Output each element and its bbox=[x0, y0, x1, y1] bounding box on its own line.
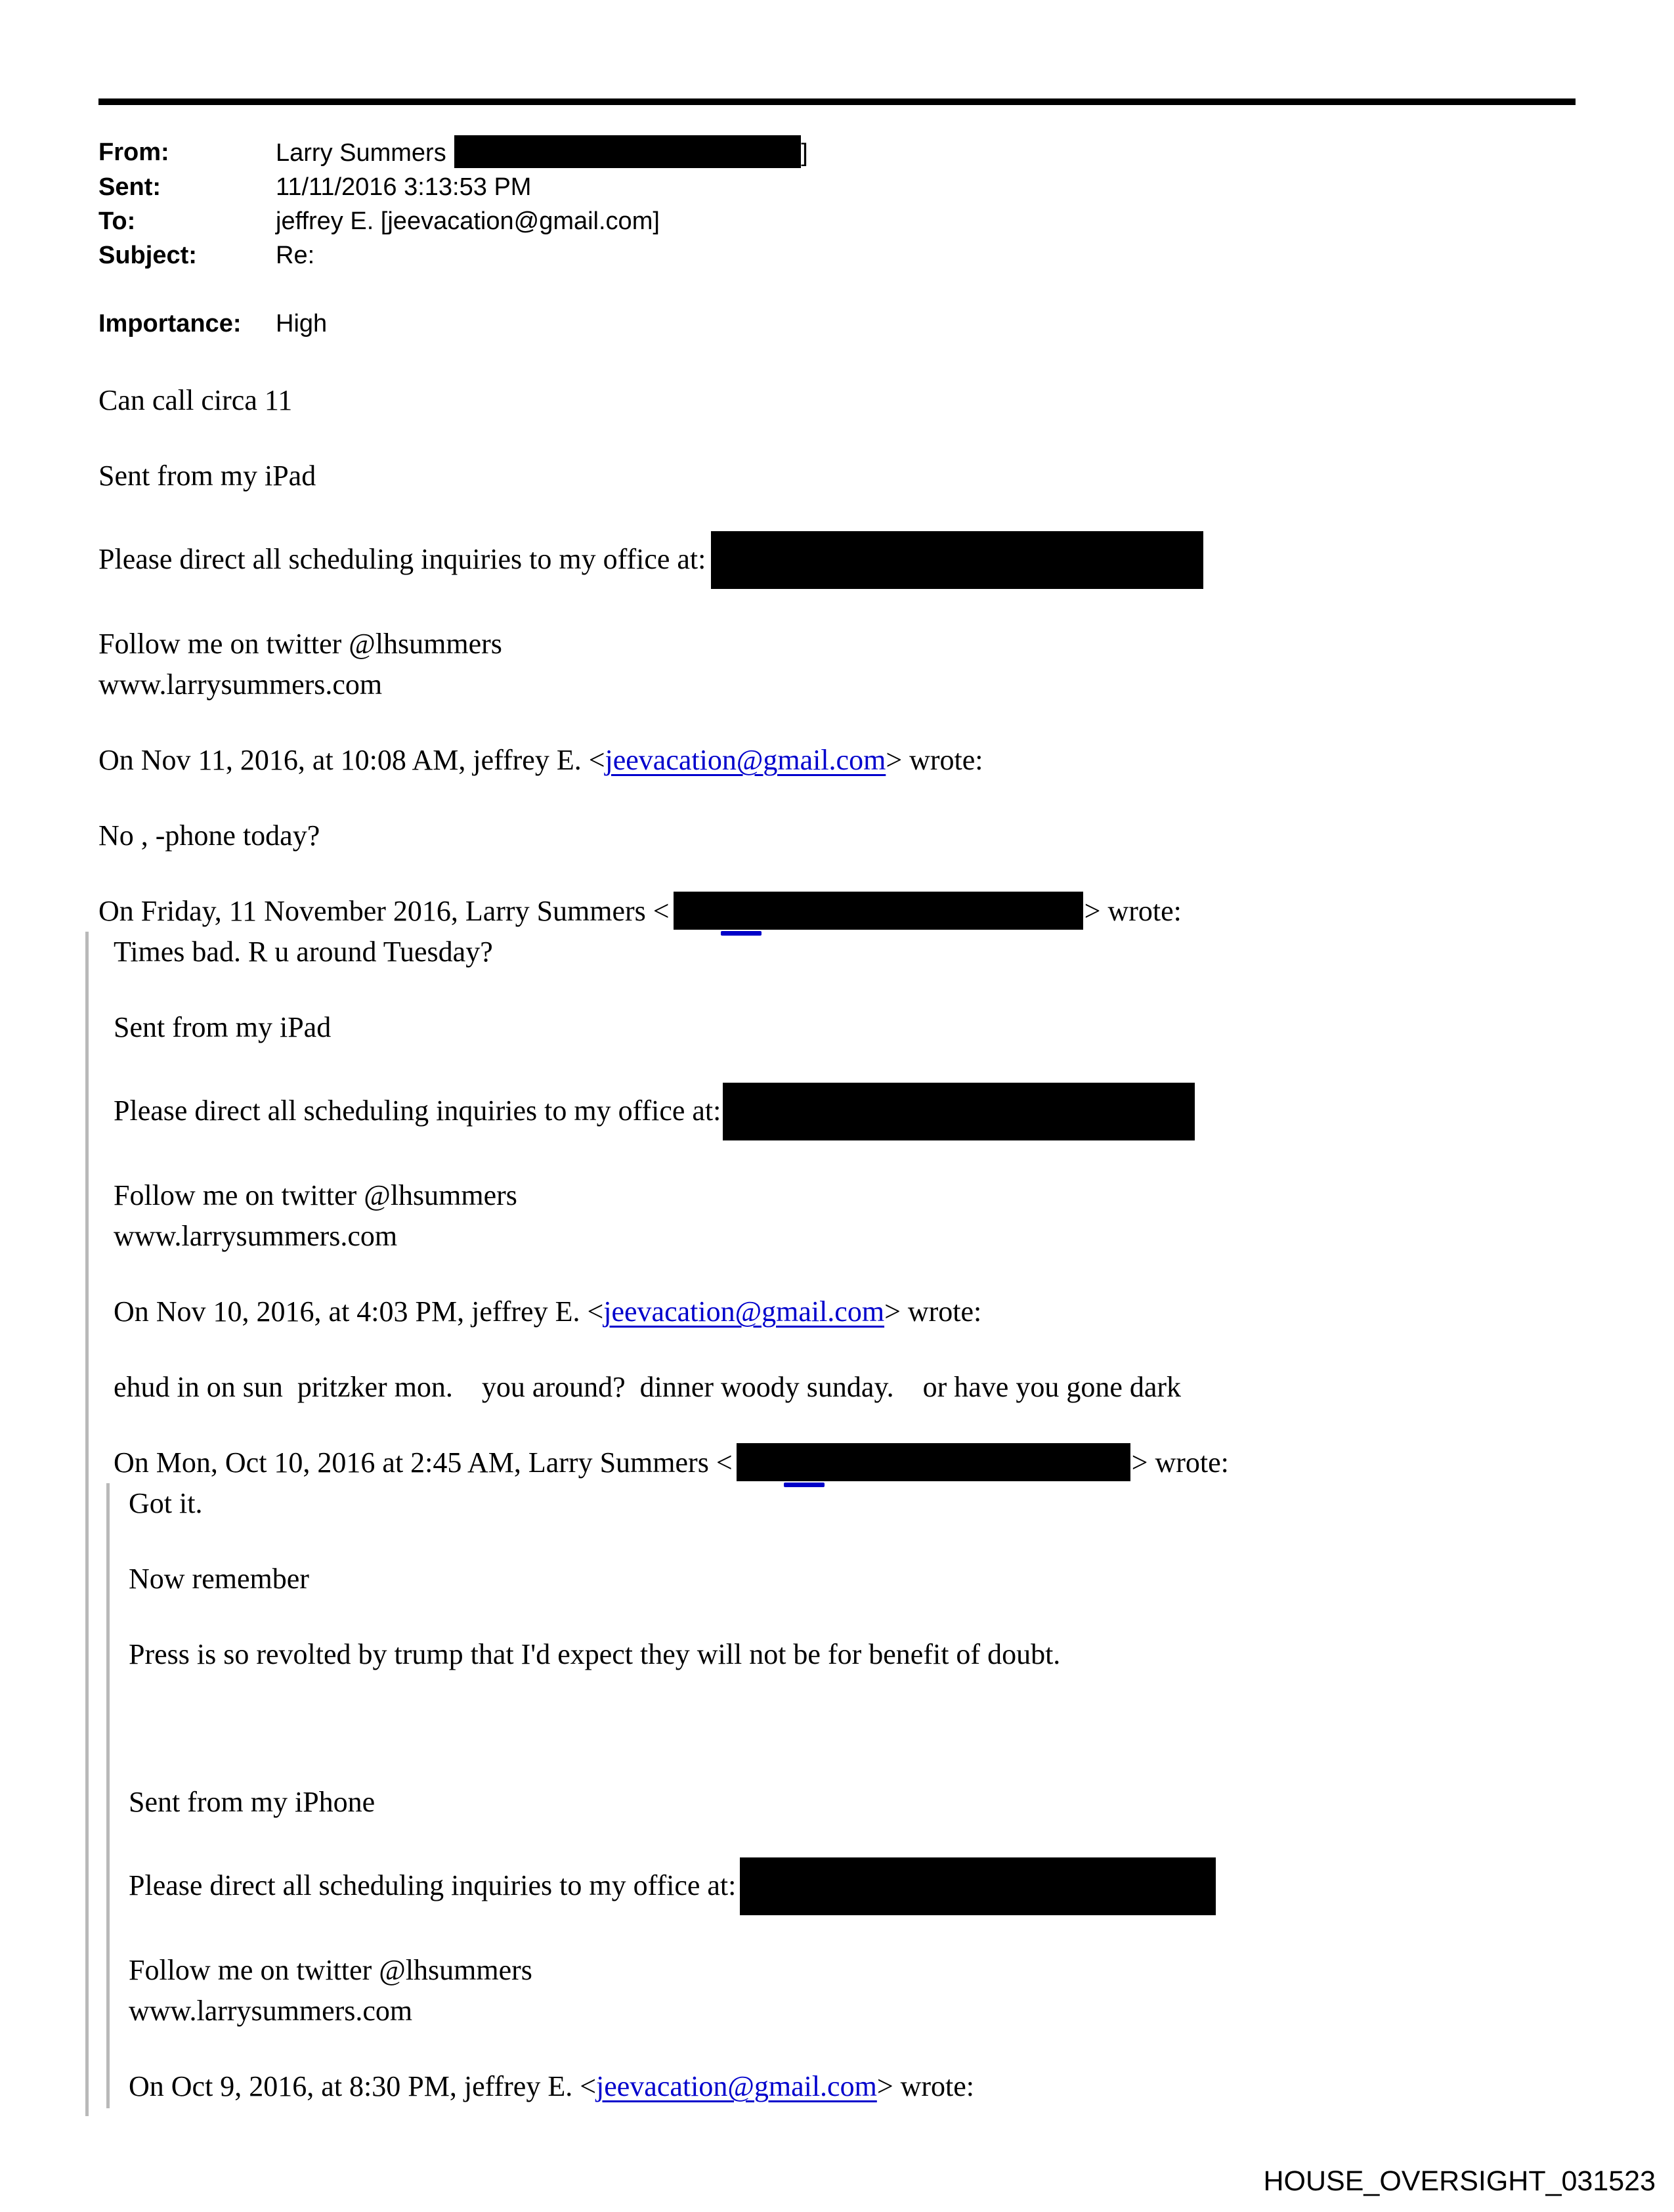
redaction-box-office-contact-3 bbox=[740, 1857, 1216, 1915]
bates-number: HOUSE_OVERSIGHT_031523 bbox=[1263, 2165, 1656, 2197]
signature-social-block-2 bbox=[114, 1175, 1576, 1257]
redaction-box-office-contact bbox=[711, 531, 1203, 589]
signature-twitter-3: Follow me on twitter @lhsummers bbox=[129, 1954, 532, 1986]
signature-scheduling-line bbox=[98, 531, 1576, 589]
top-rule bbox=[98, 98, 1576, 105]
quoted-message-level-1 bbox=[85, 932, 1576, 2116]
message-now-remember: Now remember bbox=[129, 1563, 309, 1595]
signature-website: www.larrysummers.com bbox=[98, 668, 383, 701]
quote-header-nov11 bbox=[98, 740, 1576, 781]
quote-header-oct9 bbox=[129, 2066, 1576, 2107]
importance-label: Importance: bbox=[98, 310, 242, 337]
quote-header-oct9-suffix: > wrote: bbox=[876, 2070, 975, 2102]
signature-sent-from-ipad: Sent from my iPad bbox=[98, 460, 316, 492]
header-row-from bbox=[98, 135, 1576, 170]
quote-header-friday bbox=[98, 891, 1576, 932]
header-row-importance bbox=[98, 307, 1576, 341]
email-body bbox=[98, 380, 1576, 2116]
signature-scheduling-line-3 bbox=[129, 1857, 1576, 1915]
redaction-box-from-address bbox=[454, 135, 801, 168]
email-link-oct9[interactable]: jeevacation@gmail.com bbox=[596, 2070, 877, 2102]
signature-social-block bbox=[98, 624, 1576, 705]
message-times-bad: Times bad. R u around Tuesday? bbox=[114, 936, 493, 968]
signature-sent-from-ipad-2: Sent from my iPad bbox=[114, 1011, 332, 1043]
redaction-box-summers-email-1 bbox=[674, 892, 1083, 930]
message-got-it: Got it. bbox=[129, 1487, 203, 1519]
signature-website-2: www.larrysummers.com bbox=[114, 1220, 398, 1252]
signature-twitter: Follow me on twitter @lhsummers bbox=[98, 628, 502, 660]
scheduling-text-2: Please direct all scheduling inquiries to my office at: bbox=[114, 1095, 721, 1127]
quote-header-nov10 bbox=[114, 1291, 1576, 1332]
message-no-phone: No , -phone today? bbox=[98, 819, 320, 852]
email-header bbox=[98, 135, 1576, 341]
header-row-sent bbox=[98, 170, 1576, 204]
message-press-revolted: Press is so revolted by trump that I'd expect they will not be for benefit of doubt. bbox=[129, 1638, 1061, 1670]
from-value bbox=[276, 135, 808, 170]
quote-header-oct10-suffix: > wrote: bbox=[1131, 1446, 1229, 1479]
quote-header-oct9-prefix: On Oct 9, 2016, at 8:30 PM, jeffrey E. < bbox=[129, 2070, 597, 2102]
scheduling-text-3: Please direct all scheduling inquiries to my office at: bbox=[129, 1869, 737, 1901]
header-row-subject bbox=[98, 238, 1576, 272]
message-ehud: ehud in on sun pritzker mon. you around? dinner woody sunday. or have you gone dark bbox=[114, 1371, 1182, 1403]
quote-header-friday-suffix: > wrote: bbox=[1084, 895, 1182, 927]
signature-social-block-3 bbox=[129, 1950, 1576, 2031]
to-value: jeffrey E. [jeevacation@gmail.com] bbox=[276, 207, 660, 235]
quote-header-nov11-suffix: > wrote: bbox=[886, 744, 983, 776]
signature-sent-from-iphone: Sent from my iPhone bbox=[129, 1786, 376, 1818]
importance-value: High bbox=[276, 310, 328, 337]
blank-gap bbox=[129, 1675, 1576, 1747]
quote-header-oct10 bbox=[114, 1442, 1576, 1483]
signature-scheduling-line-2 bbox=[114, 1083, 1576, 1140]
from-label: From: bbox=[98, 139, 169, 166]
signature-website-3: www.larrysummers.com bbox=[129, 1995, 413, 2027]
quoted-message-level-2 bbox=[106, 1483, 1576, 2108]
scheduling-text: Please direct all scheduling inquiries to my office at: bbox=[98, 543, 706, 575]
from-bracket: ] bbox=[801, 139, 808, 167]
to-label: To: bbox=[98, 207, 136, 235]
quote-header-nov10-suffix: > wrote: bbox=[884, 1295, 982, 1328]
header-row-to bbox=[98, 204, 1576, 238]
sent-label: Sent: bbox=[98, 173, 161, 201]
quote-header-friday-prefix: On Friday, 11 November 2016, Larry Summers < bbox=[98, 895, 670, 927]
sent-value: 11/11/2016 3:13:53 PM bbox=[276, 173, 532, 201]
from-name: Larry Summers bbox=[276, 139, 454, 167]
subject-label: Subject: bbox=[98, 242, 197, 269]
quote-header-oct10-prefix: On Mon, Oct 10, 2016 at 2:45 AM, Larry Summers < bbox=[114, 1446, 733, 1479]
subject-value: Re: bbox=[276, 242, 315, 269]
quote-header-nov11-prefix: On Nov 11, 2016, at 10:08 AM, jeffrey E. < bbox=[98, 744, 605, 776]
signature-twitter-2: Follow me on twitter @lhsummers bbox=[114, 1179, 517, 1211]
message-can-call: Can call circa 11 bbox=[98, 384, 293, 416]
redaction-box-office-contact-2 bbox=[723, 1083, 1195, 1140]
redaction-box-summers-email-2 bbox=[737, 1443, 1130, 1481]
quote-header-nov10-prefix: On Nov 10, 2016, at 4:03 PM, jeffrey E. < bbox=[114, 1295, 604, 1328]
email-link-nov10[interactable]: jeevacation@gmail.com bbox=[603, 1295, 885, 1328]
email-link-nov11[interactable]: jeevacation@gmail.com bbox=[605, 744, 886, 776]
